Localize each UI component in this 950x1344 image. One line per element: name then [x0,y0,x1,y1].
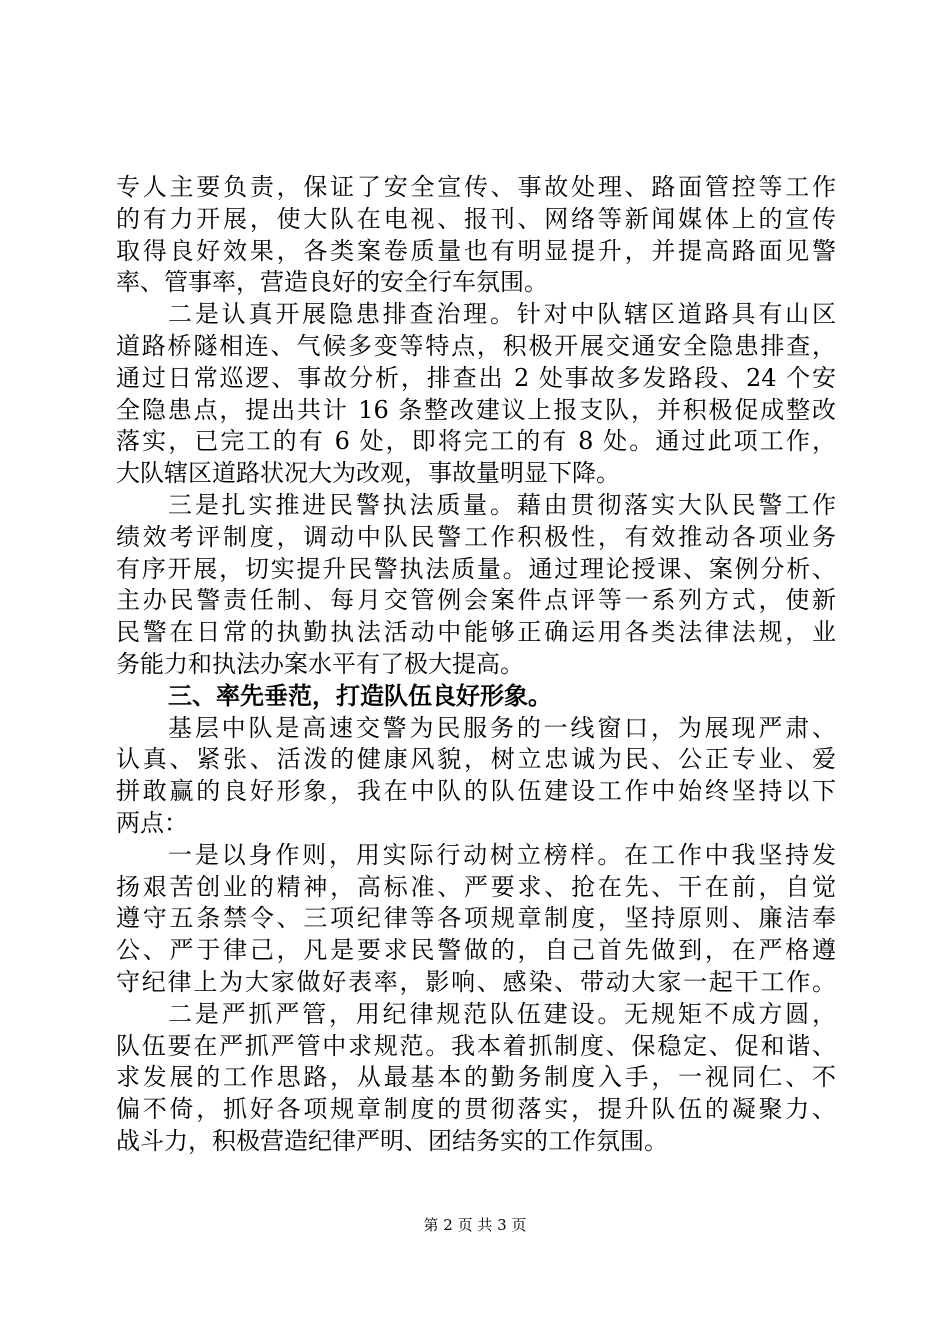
section-heading: 三、率先垂范，打造队伍良好形象。 [168,681,552,710]
text-line: 务能力和执法办案水平有了极大提高。 [116,649,524,678]
text-line: 遵守五条禁令、三项纪律等各项规章制度，坚持原则、廉洁奉 [116,904,836,933]
text-line: 民警在日常的执勤执法活动中能够正确运用各类法律法规，业 [116,618,836,647]
text-line: 落实，已完工的有 6 处，即将完工的有 8 处。通过此项工作， [116,427,836,456]
text-line: 二是严抓严管，用纪律规范队伍建设。无规矩不成方圆， [168,999,836,1028]
text-line: 三是扎实推进民警执法质量。藉由贯彻落实大队民警工作 [168,490,836,519]
text-line: 基层中队是高速交警为民服务的一线窗口，为展现严肃、 [168,713,836,742]
text-line: 二是认真开展隐患排查治理。针对中队辖区道路具有山区 [168,300,836,329]
text-line: 有序开展，切实提升民警执法质量。通过理论授课、案例分析、 [116,554,836,583]
text-line: 全隐患点，提出共计 16 条整改建议上报支队，并积极促成整改 [116,395,836,424]
text-line: 绩效考评制度，调动中队民警工作积极性，有效推动各项业务 [116,522,836,551]
text-line: 偏不倚，抓好各项规章制度的贯彻落实，提升队伍的凝聚力、 [116,1095,836,1124]
text-line: 公、严于律己，凡是要求民警做的，自己首先做到，在严格遵 [116,936,836,965]
text-line: 扬艰苦创业的精神，高标准、严要求、抢在先、干在前，自觉 [116,872,836,901]
text-line: 取得良好效果，各类案卷质量也有明显提升，并提高路面见警 [116,236,836,265]
text-line: 拼敢赢的良好形象，我在中队的队伍建设工作中始终坚持以下 [116,777,836,806]
text-line: 大队辖区道路状况大为改观，事故量明显下降。 [116,459,620,488]
text-line: 守纪律上为大家做好表率，影响、感染、带动大家一起干工作。 [116,967,836,996]
text-line: 主办民警责任制、每月交管例会案件点评等一系列方式，使新 [116,586,836,615]
text-line: 道路桥隧相连、气候多变等特点，积极开展交通安全隐患排查， [116,331,836,360]
text-line: 求发展的工作思路，从最基本的勤务制度入手，一视同仁、不 [116,1063,836,1092]
text-line: 通过日常巡逻、事故分析，排查出 2 处事故多发路段、24 个安 [116,363,836,392]
text-line: 认真、紧张、活泼的健康风貌，树立忠诚为民、公正专业、爱 [116,745,836,774]
text-line: 两点： [116,808,188,837]
document-body [116,172,836,1158]
text-line: 一是以身作则，用实际行动树立榜样。在工作中我坚持发 [168,840,836,869]
page-number-footer: 第 2 页 共 3 页 [423,1216,527,1234]
text-line: 队伍要在严抓严管中求规范。我本着抓制度、保稳定、促和谐、 [116,1031,836,1060]
text-line: 率、管事率，营造良好的安全行车氛围。 [116,268,548,297]
text-line: 的有力开展，使大队在电视、报刊、网络等新闻媒体上的宣传 [116,204,836,233]
text-line: 专人主要负责，保证了安全宣传、事故处理、路面管控等工作 [116,173,836,201]
text-line: 战斗力，积极营造纪律严明、团结务实的工作氛围。 [116,1126,668,1155]
